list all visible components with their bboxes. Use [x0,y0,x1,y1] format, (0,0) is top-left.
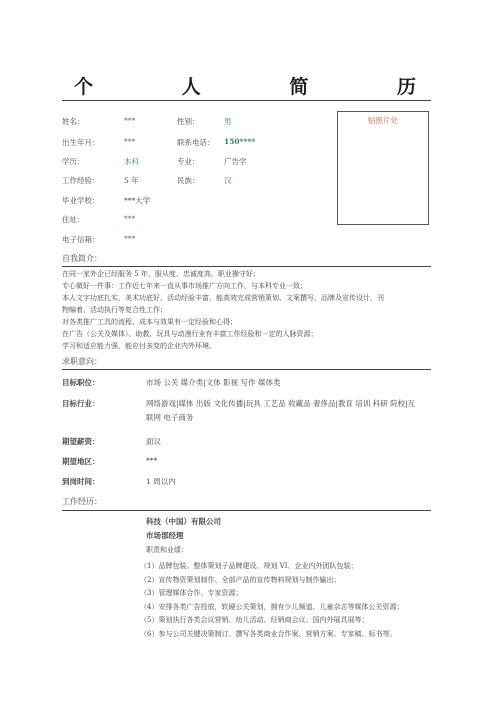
email-label: 电子信箱： [62,235,100,244]
name-label: 姓名： [62,117,85,126]
title-char: 人 [181,76,201,98]
duty-item: （2）宣传物资策划制作、全部产品的宣传物料规划与制作输出； [140,575,341,584]
duty-list [140,560,435,641]
duty-item: （4）安排各类广告投放，软硬公关策划，拥有少儿频道、儿童杂志等媒体公关资源； [140,602,404,611]
photo-label: 贴照片处 [368,116,398,125]
duty-item: （3）管理媒体合作、专家资源； [140,589,243,597]
intro-divider [62,266,431,267]
birth-value: *** [124,137,136,146]
arrival-value: 1 周以内 [146,477,176,486]
resume-title [74,72,416,99]
intro-line: 在同一家外企已经服务 5 年，服从度、忠诚度高，职业操守好； [62,270,260,278]
exp-label: 工作经验： [62,176,100,185]
birth-label: 出生年月： [62,138,100,147]
intro-line: 专心做好一件事：工作近七年来一直从事市场推广方向工作，与本科专业一致； [62,282,307,290]
school-value: ***大学 [124,196,151,205]
industry-value-line1: 网络游戏|媒体 出版 文化传播|玩具 工艺品 收藏品 奢侈品|教育 培训 科研 院校|互 [146,399,416,408]
position-value: 市场 公关 媒介类|文体 影视 写作 媒体类 [146,378,281,387]
intro-line: 对各类推广工具的流程、成本与效果有一定经验和心得； [62,318,237,326]
position-label: 目标职位： [62,378,100,387]
email-value: *** [124,234,136,243]
name-value: *** [124,116,136,125]
exp-value: 5 年 [124,176,139,185]
duty-item: （5）策划执行各类会议营销、幼儿活动、经销商会议、国内外展具展等； [140,616,369,624]
region-label: 期望地区： [62,457,100,466]
gender-label: 性别： [177,117,200,126]
gender-value: 男 [224,117,232,126]
intent-heading: 求职意向： [62,357,102,366]
intro-text [62,268,431,352]
nation-label: 民族： [177,176,200,185]
company-name: 科技（中国）有限公司 [146,517,221,526]
major-label: 专业： [177,157,200,166]
work-heading: 工作经历： [62,497,102,506]
industry-label: 目标行业： [62,399,100,408]
title-char: 历 [396,76,416,98]
duty-item: （1）品牌包装、整体策划子品牌建设、规划 VI、企业内外团队包装； [140,562,358,570]
phone-label: 联系电话： [177,138,215,147]
work-divider [62,510,431,511]
major-value: 广告学 [224,157,247,166]
photo-placeholder [337,111,429,225]
school-label: 毕业学校： [62,196,100,205]
phone-value: 150**** [224,137,256,146]
intro-heading: 自我简介： [62,254,102,263]
industry-value-line2: 联网 电子商务 [146,413,194,422]
address-value: *** [124,214,136,223]
duty-heading: 职责和业绩： [146,546,188,554]
address-label: 住址： [62,215,85,224]
title-char: 个 [74,76,94,98]
intro-line: 在广告（公关及媒体）、助教、玩具与动漫行业有丰富工作经验和一定的人脉资源； [62,330,318,338]
region-value: *** [146,456,158,465]
intent-divider [62,369,431,370]
title-char: 简 [289,76,309,98]
salary-value: 面议 [146,437,161,446]
intro-line: 物编着、活动执行等复合性工作； [62,306,167,314]
intro-line: 学习和适应能力强，能应付多变的企业内外环境。 [62,342,216,350]
nation-value: 汉 [224,176,232,185]
job-title: 市场部经理 [146,531,184,540]
salary-label: 期望薪资： [62,437,100,446]
title-divider [62,100,431,101]
edu-label: 学历： [62,157,85,166]
intro-line: 本人文字功底扎实、美术功底好，活动经验丰富，能高效完成营销策划、文案撰写、品牌及宣传设计、刊 [62,294,384,302]
arrival-label: 到岗时间： [62,477,100,486]
edu-value: 本科 [124,157,139,166]
duty-item: （6）参与公司关键决策制订、撰写各类商业合作案、营销方案、专家稿、标书等。 [140,629,397,638]
